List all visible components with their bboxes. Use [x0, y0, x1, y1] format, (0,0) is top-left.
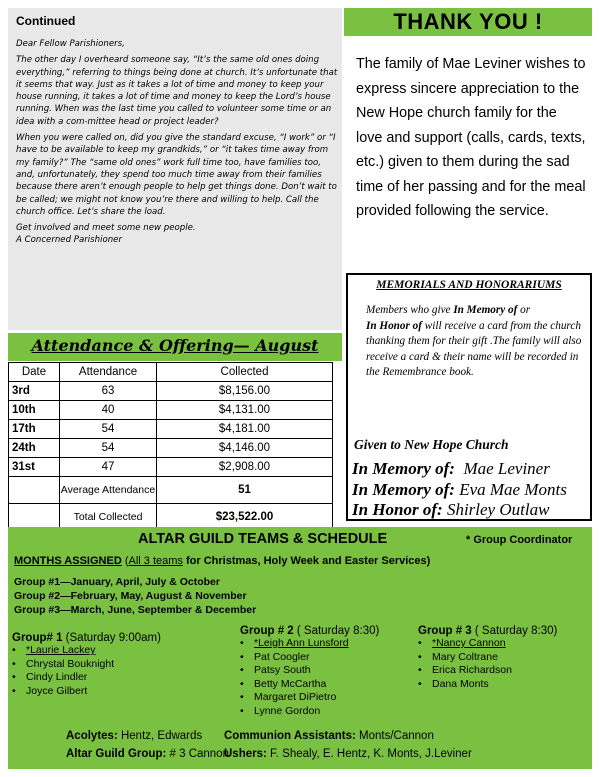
list-item: • Margaret DiPietro — [240, 691, 379, 705]
altar-group-label: Altar Guild Group: — [66, 748, 167, 760]
months-assigned — [14, 555, 430, 567]
total-label: Total Collected — [60, 504, 157, 531]
months-note-c: for Christmas, Holy Week and Easter Services) — [182, 555, 431, 567]
group-2-name: Group # 2 — [240, 625, 294, 637]
memorials-box — [346, 273, 592, 521]
attendance-table — [8, 362, 333, 531]
list-item: • Patsy South — [240, 664, 379, 678]
list-item: • Dana Monts — [418, 678, 557, 692]
assignment-group: Group #2 — [14, 590, 61, 602]
group-2-members — [240, 637, 379, 718]
assignment-group: Group #1 — [14, 576, 61, 588]
row-attendance: 47 — [60, 458, 157, 477]
group-3-name: Group # 3 — [418, 625, 472, 637]
honor-entry-label: In Honor of: — [352, 500, 443, 519]
memorials-text-d: In Honor of — [366, 319, 422, 332]
group-1-name: Group# 1 — [12, 632, 63, 644]
group-1-members — [12, 644, 161, 698]
header-attendance: Attendance — [60, 363, 157, 382]
list-item: • Pat Coogler — [240, 651, 379, 665]
months-heading: MONTHS ASSIGNED — [14, 555, 122, 567]
row-collected: $2,908.00 — [157, 458, 333, 477]
row-date: 24th — [9, 439, 60, 458]
memorial-entry — [352, 459, 550, 479]
row-collected: $4,181.00 — [157, 420, 333, 439]
memorials-text-c: or — [517, 304, 531, 316]
thank-you-banner — [344, 8, 592, 36]
altar-group-value: # 3 Cannon — [166, 748, 229, 760]
ushers-value: F. Shealy, E. Hentz, K. Monts, J.Leviner — [266, 748, 472, 760]
table-row — [9, 458, 333, 477]
assignment-row — [14, 576, 220, 588]
table-row — [9, 439, 333, 458]
honor-entry-name: Shirley Outlaw — [446, 500, 550, 519]
communion-label: Communion Assistants: — [224, 730, 356, 742]
table-row — [9, 401, 333, 420]
coordinator-note: * Group Coordinator — [466, 534, 573, 546]
months-note-b: All 3 teams — [128, 555, 183, 567]
memorials-text-b: In Memory of — [453, 304, 518, 316]
altar-guild-title: ALTAR GUILD TEAMS & SCHEDULE — [138, 531, 388, 547]
total-value: $23,522.00 — [157, 504, 333, 531]
assignment-row — [14, 604, 256, 616]
header-date: Date — [9, 363, 60, 382]
letter-paragraph-1: The other day I overheard someone say, “It’s the same old ones doing everything,” referring to things being done at church. It’s unfortunate that it seems that way. Just as it takes a lot of time and money to keep your house running, it takes a lot of time and money to keep the Lord’s house running. When was the last time you called to volunteer some time or an idea with a com-mittee head or project leader? — [16, 55, 338, 127]
group-coordinator: • *Laurie Lackey — [12, 644, 161, 658]
header-collected: Collected — [157, 363, 333, 382]
group-2-title — [240, 625, 379, 637]
row-attendance: 54 — [60, 420, 157, 439]
communion-value: Monts/Cannon — [355, 730, 434, 742]
honor-entry — [352, 500, 549, 520]
memorials-text-a: Members who give — [366, 304, 454, 316]
list-item: • Erica Richardson — [418, 664, 557, 678]
average-value: 51 — [157, 477, 333, 504]
list-item: • Joyce Gilbert — [12, 685, 161, 699]
row-collected: $4,146.00 — [157, 439, 333, 458]
memorial-entry-label: In Memory of: — [352, 480, 455, 499]
table-row — [9, 420, 333, 439]
memorial-entry-name: Eva Mae Monts — [459, 480, 567, 499]
letter-paragraph-2: When you were called on, did you give the standard excuse, “I work” or “I have to be available to keep my grandkids,” or “it takes time away from my family?” The “same old ones” work full time too, have families too, and, unfortunately, they spend too much time away from their families because there aren’t enough people to help get things done. Don’t wait to be called; we might not know you’re there and willing to help. Call the church office. Let’s share the load. — [16, 133, 337, 217]
group-3-column — [418, 625, 557, 691]
attendance-title: Attendance & Offering— August — [31, 336, 319, 355]
letter-panel — [8, 8, 342, 330]
given-heading: Given to New Hope Church — [354, 437, 509, 452]
list-item: • Mary Coltrane — [418, 651, 557, 665]
row-collected: $8,156.00 — [157, 382, 333, 401]
altar-guild-panel — [8, 527, 592, 769]
thank-you-title: THANK YOU ! — [393, 9, 543, 34]
row-collected: $4,131.00 — [157, 401, 333, 420]
group-coordinator: • *Leigh Ann Lunsford — [240, 637, 379, 651]
list-item: • Cindy Lindler — [12, 671, 161, 685]
acolytes-line — [66, 730, 202, 742]
memorial-entry — [352, 480, 567, 500]
row-date: 17th — [9, 420, 60, 439]
row-attendance: 40 — [60, 401, 157, 420]
letter-paragraph-3: Get involved and meet some new people. — [16, 223, 196, 234]
letter-signature: A Concerned Parishioner — [16, 235, 122, 246]
letter-greeting: Dear Fellow Parishioners, — [16, 39, 125, 49]
group-2-time: ( Saturday 8:30) — [293, 625, 380, 637]
thank-you-body: The family of Mae Leviner wishes to express sincere appreciation to the New Hope church family for the love and support (calls, cards, texts, etc.) given to them during the sad time of her passing and for the meal provided following the service. — [356, 56, 586, 219]
row-attendance: 54 — [60, 439, 157, 458]
table-header-row — [9, 363, 333, 382]
row-attendance: 63 — [60, 382, 157, 401]
average-label: Average Attendance — [60, 477, 157, 504]
group-3-members — [418, 637, 557, 691]
assignment-months: —February, May, August & November — [60, 590, 247, 602]
memorial-entry-name: Mae Leviner — [463, 459, 550, 478]
group-1-column — [12, 632, 161, 698]
altar-group-line — [66, 748, 229, 760]
ushers-line — [224, 748, 472, 760]
communion-line — [224, 730, 434, 742]
row-date: 10th — [9, 401, 60, 420]
table-row — [9, 382, 333, 401]
acolytes-value: Hentz, Edwards — [117, 730, 203, 742]
group-1-time: (Saturday 9:00am) — [62, 632, 161, 644]
letter-heading: Continued — [16, 14, 76, 28]
assignment-group: Group #3 — [14, 604, 61, 616]
list-item: • Chrystal Bouknight — [12, 658, 161, 672]
ushers-label: Ushers: — [224, 748, 267, 760]
row-date: 31st — [9, 458, 60, 477]
memorials-text-e: will receive a card from the church thanking them for their gift .The family will also receive a card & their name will be recorded in the Remembrance book. — [366, 319, 582, 378]
group-coordinator: • *Nancy Cannon — [418, 637, 557, 651]
group-3-time: ( Saturday 8:30) — [471, 625, 558, 637]
list-item: • Lynne Gordon — [240, 705, 379, 719]
average-row — [9, 477, 333, 504]
assignment-months: —January, April, July & October — [60, 576, 220, 588]
group-1-title — [12, 632, 161, 644]
acolytes-label: Acolytes: — [66, 730, 118, 742]
group-3-title — [418, 625, 557, 637]
memorials-title: MEMORIALS AND HONORARIUMS — [376, 279, 562, 291]
months-note-a: ( — [121, 555, 129, 567]
group-2-column — [240, 625, 379, 718]
assignment-row — [14, 590, 247, 602]
letter-body — [16, 38, 338, 247]
memorial-entry-label: In Memory of: — [352, 459, 455, 478]
list-item: • Betty McCartha — [240, 678, 379, 692]
attendance-banner — [8, 333, 342, 361]
row-date: 3rd — [9, 382, 60, 401]
memorials-text — [366, 303, 586, 381]
assignment-months: —March, June, September & December — [60, 604, 257, 616]
average-empty — [9, 477, 60, 504]
